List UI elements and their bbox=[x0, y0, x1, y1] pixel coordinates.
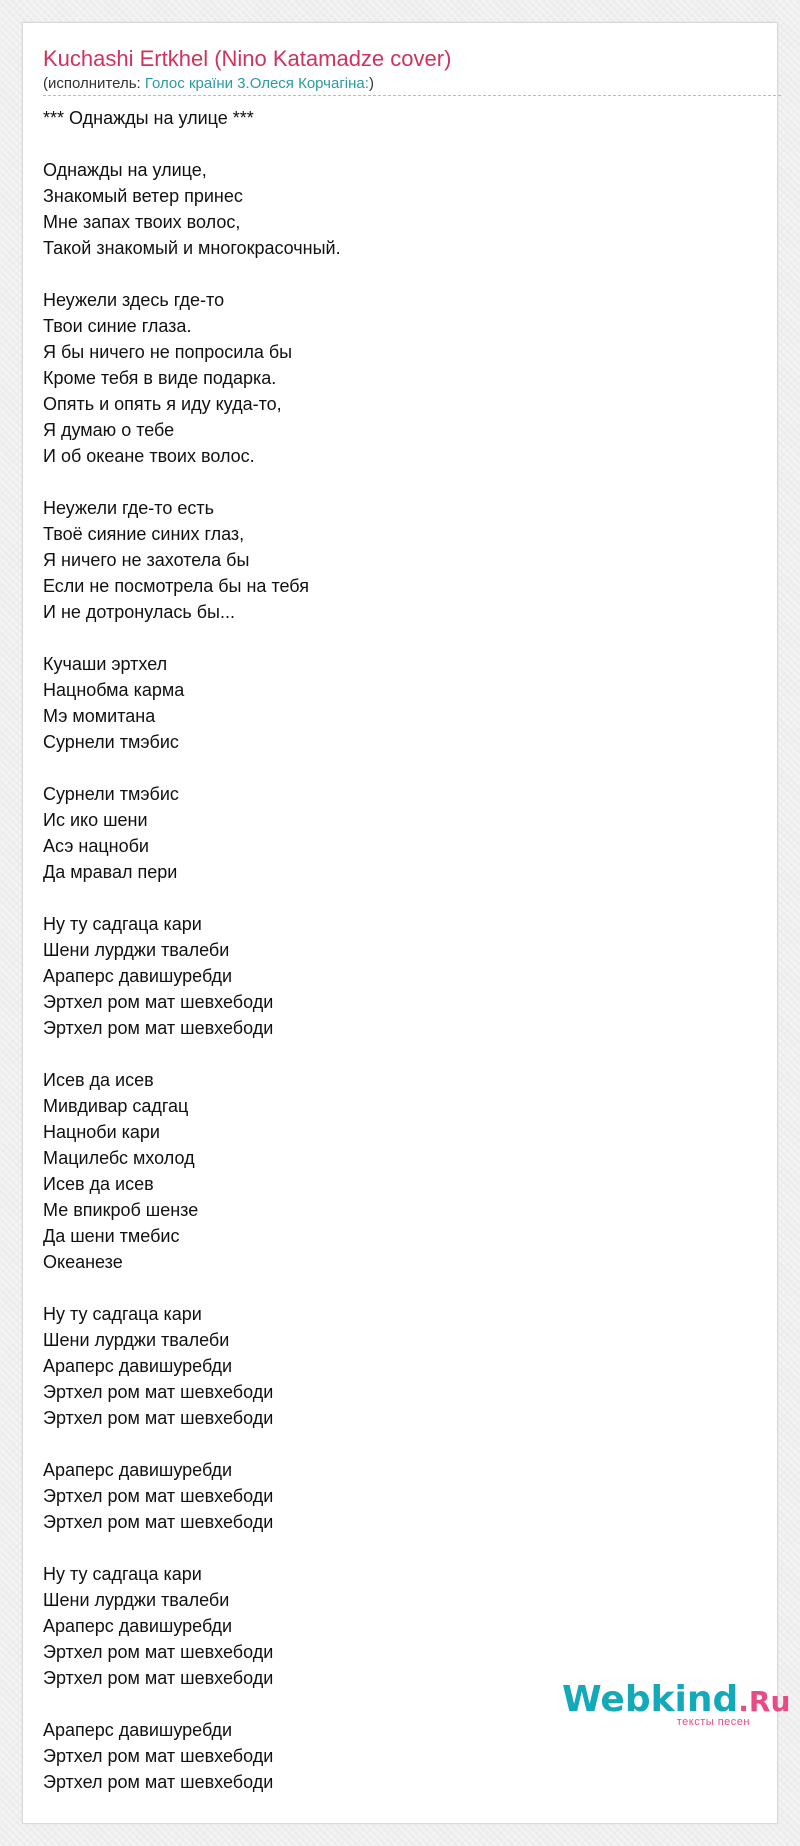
lyric-line: Мивдивар садгац bbox=[43, 1096, 189, 1116]
lyric-line: Сурнели тмэбис bbox=[43, 784, 179, 804]
lyrics-card bbox=[22, 22, 778, 1824]
lyric-line: Неужели где-то есть bbox=[43, 498, 214, 518]
lyric-line: Да мравал пери bbox=[43, 862, 178, 882]
lyric-stanza bbox=[43, 1457, 743, 1535]
lyric-line: Океанезе bbox=[43, 1252, 123, 1272]
lyric-stanza bbox=[43, 911, 743, 1041]
lyric-line: Эртхел ром мат шевхебоди bbox=[43, 1486, 274, 1506]
lyric-line: Араперс давишуребди bbox=[43, 1356, 233, 1376]
lyric-line: Араперс давишуребди bbox=[43, 1720, 233, 1740]
lyric-line: Эртхел ром мат шевхебоди bbox=[43, 1382, 274, 1402]
lyric-line: Знакомый ветер принес bbox=[43, 186, 243, 206]
lyric-line: Эртхел ром мат шевхебоди bbox=[43, 1512, 274, 1532]
lyric-line: Эртхел ром мат шевхебоди bbox=[43, 1018, 274, 1038]
artist-link[interactable]: Голос країни 3.Олеся Корчагіна: bbox=[144, 75, 369, 92]
lyric-line: Шени лурджи твалеби bbox=[43, 1330, 230, 1350]
lyrics-body bbox=[43, 105, 743, 1821]
lyric-stanza bbox=[43, 1067, 743, 1275]
lyric-line: Эртхел ром мат шевхебоди bbox=[43, 1746, 274, 1766]
lyric-stanza bbox=[43, 651, 743, 755]
lyric-line: И не дотронулась бы... bbox=[43, 602, 235, 622]
lyric-line: Однажды на улице, bbox=[43, 160, 207, 180]
lyric-line: Опять и опять я иду куда-то, bbox=[43, 394, 282, 414]
logo-brand: Webkind bbox=[562, 1679, 739, 1720]
lyric-line: Ме впикроб шензе bbox=[43, 1200, 199, 1220]
lyric-stanza bbox=[43, 157, 743, 261]
lyric-line: Я думаю о тебе bbox=[43, 420, 175, 440]
lyric-line: Мне запах твоих волос, bbox=[43, 212, 241, 232]
title-divider bbox=[43, 95, 781, 96]
lyric-line: Исев да исев bbox=[43, 1174, 154, 1194]
lyric-line: Если не посмотрела бы на тебя bbox=[43, 576, 309, 596]
lyric-line: Эртхел ром мат шевхебоди bbox=[43, 1772, 274, 1792]
lyric-line: Шени лурджи твалеби bbox=[43, 940, 230, 960]
logo-tld: .Ru bbox=[738, 1685, 791, 1718]
logo-tagline: тексты песен bbox=[676, 1716, 750, 1728]
lyric-line: Твоё сияние синих глаз, bbox=[43, 524, 245, 544]
artist-prefix: (исполнитель: bbox=[43, 75, 145, 92]
lyric-stanza bbox=[43, 1301, 743, 1431]
lyric-line: Ну ту садгаца кари bbox=[43, 1564, 202, 1584]
lyric-line: Кучаши эртхел bbox=[43, 654, 168, 674]
lyric-line: Ну ту садгаца кари bbox=[43, 1304, 202, 1324]
lyric-line: Эртхел ром мат шевхебоди bbox=[43, 992, 274, 1012]
lyric-line: Мэ момитана bbox=[43, 706, 156, 726]
lyric-stanza bbox=[43, 1561, 743, 1691]
lyric-stanza bbox=[43, 495, 743, 625]
lyric-line: Я бы ничего не попросила бы bbox=[43, 342, 293, 362]
lyric-line: Асэ нацноби bbox=[43, 836, 149, 856]
lyric-line: Ну ту садгаца кари bbox=[43, 914, 202, 934]
lyric-line: Да шени тмебис bbox=[43, 1226, 180, 1246]
song-title: Kuchashi Ertkhel (Nino Katamadze cover) bbox=[43, 46, 452, 71]
lyric-line: Сурнели тмэбис bbox=[43, 732, 179, 752]
lyric-stanza bbox=[43, 781, 743, 885]
lyric-line: И об океане твоих волос. bbox=[43, 446, 255, 466]
lyric-line: Неужели здесь где-то bbox=[43, 290, 225, 310]
webkind-logo[interactable] bbox=[562, 1678, 791, 1730]
lyric-stanza bbox=[43, 287, 743, 469]
lyric-line: Араперс давишуребди bbox=[43, 966, 233, 986]
lyric-line: Ис ико шени bbox=[43, 810, 148, 830]
lyric-line: Кроме тебя в виде подарка. bbox=[43, 368, 277, 388]
artist-suffix: ) bbox=[368, 75, 374, 92]
lyric-line: Я ничего не захотела бы bbox=[43, 550, 250, 570]
lyric-line: Нацноби кари bbox=[43, 1122, 160, 1142]
lyric-line: Араперс давишуребди bbox=[43, 1460, 233, 1480]
lyric-line: Эртхел ром мат шевхебоди bbox=[43, 1668, 274, 1688]
artist-line bbox=[43, 74, 374, 94]
lyric-line: Араперс давишуребди bbox=[43, 1616, 233, 1636]
lyric-line: Эртхел ром мат шевхебоди bbox=[43, 1642, 274, 1662]
lyric-line: Мацилебс мхолод bbox=[43, 1148, 195, 1168]
lyric-line: Эртхел ром мат шевхебоди bbox=[43, 1408, 274, 1428]
lyric-line: Такой знакомый и многокрасочный. bbox=[43, 238, 341, 258]
lyric-line: *** Однажды на улице *** bbox=[43, 108, 254, 128]
lyric-line: Твои синие глаза. bbox=[43, 316, 192, 336]
lyric-stanza bbox=[43, 105, 743, 131]
lyric-line: Шени лурджи твалеби bbox=[43, 1590, 230, 1610]
lyric-line: Нацнобма карма bbox=[43, 680, 185, 700]
lyric-line: Исев да исев bbox=[43, 1070, 154, 1090]
